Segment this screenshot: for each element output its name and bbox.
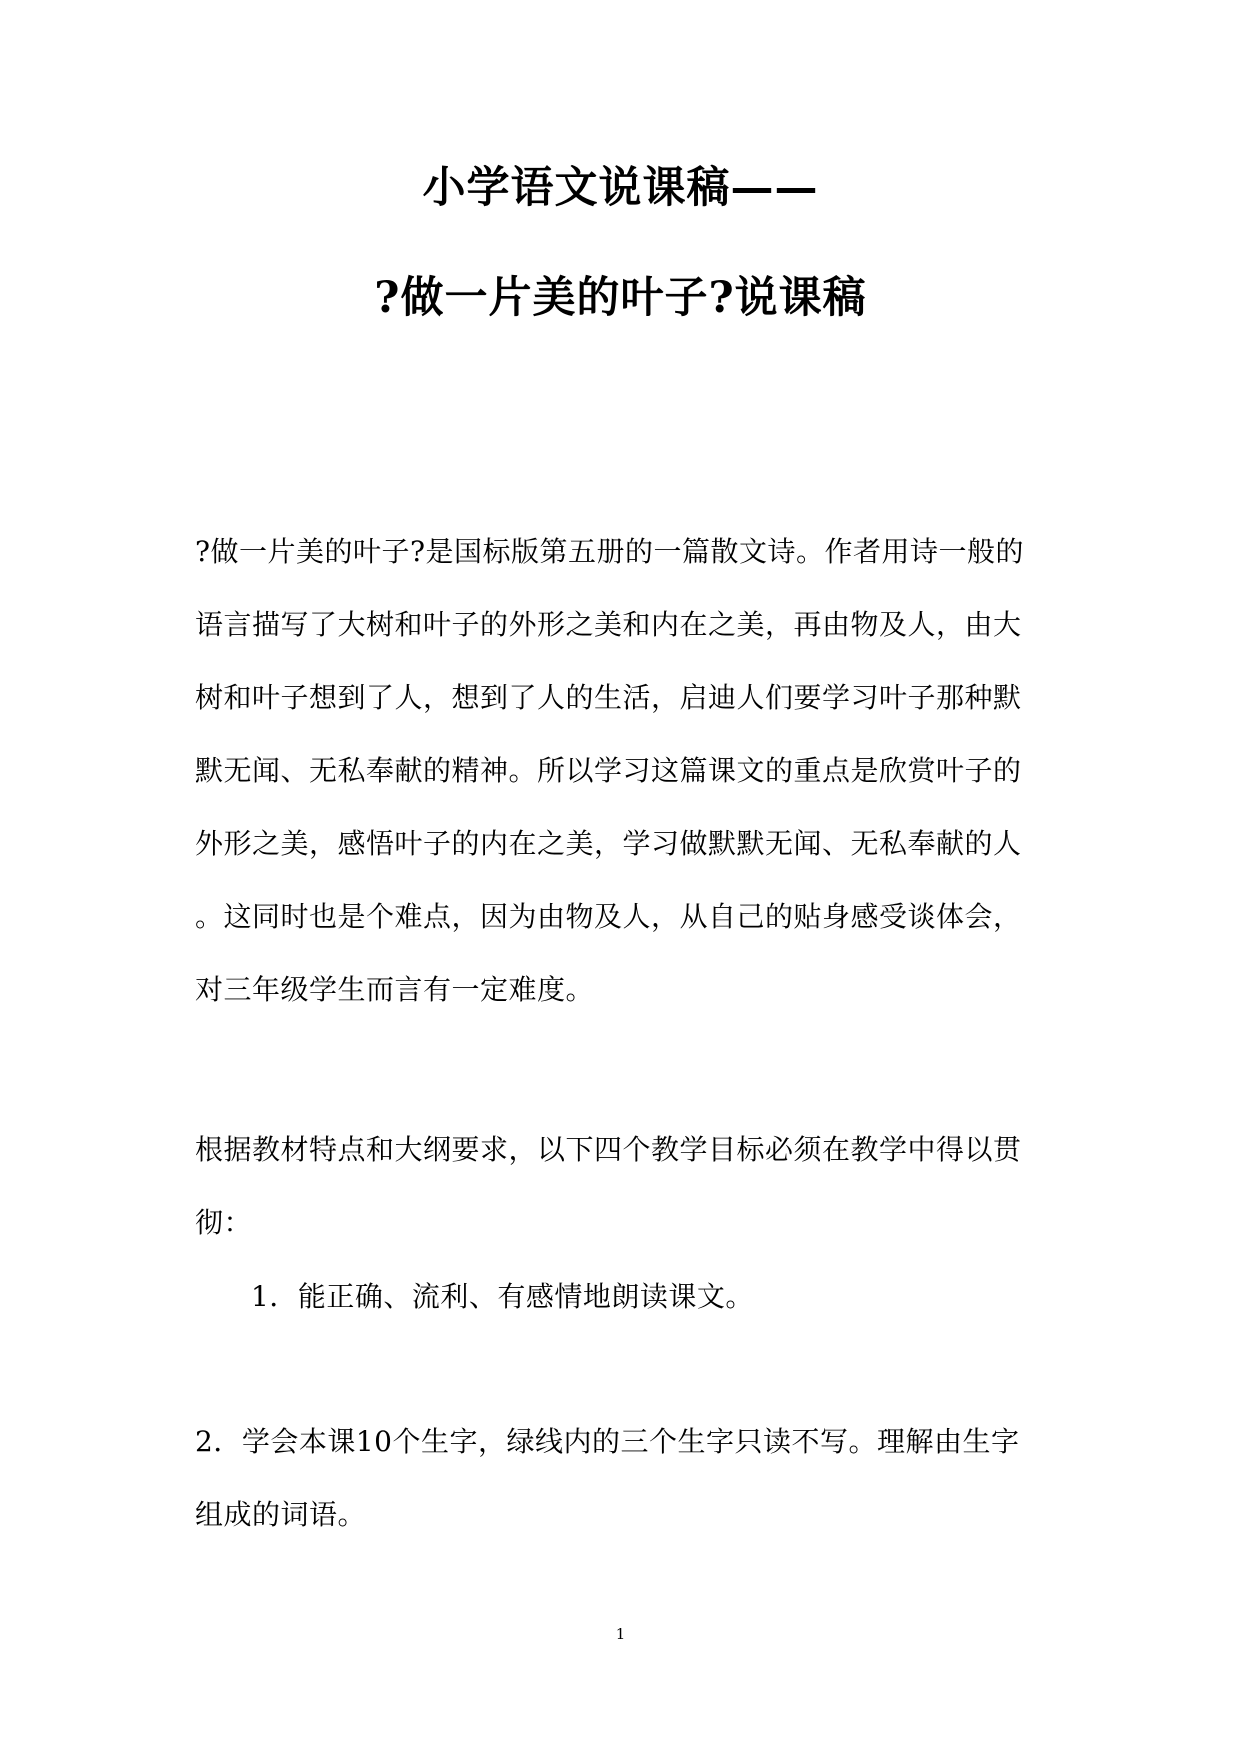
paragraph-line: 默无闻、无私奉献的精神。所以学习这篇课文的重点是欣赏叶子的	[195, 754, 1022, 787]
paragraph-line: 根据教材特点和大纲要求，以下四个教学目标必须在教学中得以贯	[195, 1133, 1022, 1166]
paragraph-line: 语言描写了大树和叶子的外形之美和内在之美，再由物及人，由大	[195, 608, 1022, 641]
list-item: 组成的词语。	[195, 1498, 367, 1531]
paragraph-line: 彻：	[195, 1206, 253, 1239]
objectives-intro-paragraph	[195, 1113, 1055, 1259]
objective-item-2	[195, 1405, 1055, 1551]
page-number: 1	[615, 1625, 626, 1643]
list-item: 1．能正确、流利、有感情地朗读课文。	[251, 1280, 754, 1313]
document-title-line-1: 小学语文说课稿——	[422, 163, 819, 213]
paragraph-line: 外形之美，感悟叶子的内在之美，学习做默默无闻、无私奉献的人	[195, 827, 1022, 860]
paragraph-line: 对三年级学生而言有一定难度。	[195, 973, 595, 1006]
paragraph-line: 树和叶子想到了人，想到了人的生活，启迪人们要学习叶子那种默	[195, 681, 1022, 714]
intro-paragraph	[195, 515, 1055, 1026]
document-title-line-2: ?做一片美的叶子?说课稿	[374, 273, 867, 323]
list-item: 2．学会本课10个生字，绿线内的三个生字只读不写。理解由生字	[195, 1425, 1020, 1458]
paragraph-line: 。这同时也是个难点，因为由物及人，从自己的贴身感受谈体会，	[195, 900, 1022, 933]
objective-item-1	[251, 1260, 1111, 1333]
paragraph-line: ?做一片美的叶子?是国标版第五册的一篇散文诗。作者用诗一般的	[195, 535, 1025, 568]
